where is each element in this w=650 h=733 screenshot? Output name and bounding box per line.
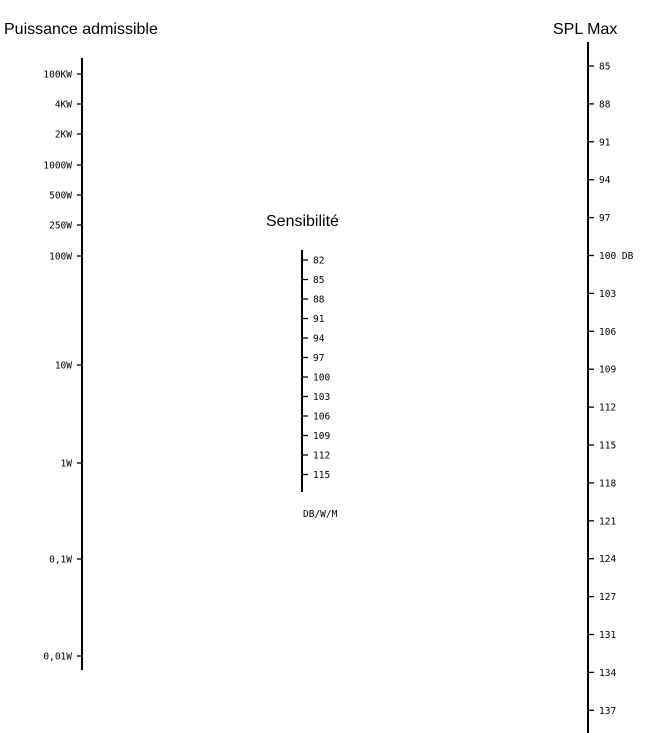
left-scale-tick-label: 250W [49, 220, 72, 232]
right-scale-tick-label: 134 [599, 667, 617, 679]
left-scale-tick-label: 100KW [43, 69, 72, 81]
right-scale-tick-label: 103 [599, 288, 617, 300]
right-scale-tick-label: 106 [599, 326, 617, 338]
center-scale-tick-label: 82 [313, 255, 325, 267]
center-scale-ticks [302, 256, 330, 482]
left-scale-tick-label: 100W [49, 251, 72, 263]
left-scale-tick-label: 0,01W [43, 651, 72, 663]
right-scale-tick-label: 91 [599, 137, 611, 149]
right-scale-title: SPL Max [553, 21, 618, 38]
left-scale-tick-label: 0,1W [49, 554, 72, 566]
left-scale-title: Puissance admissible [4, 21, 158, 38]
right-scale-tick-label: 118 [599, 478, 617, 490]
right-scale-tick-label: 127 [599, 592, 617, 604]
left-scale-tick-label: 10W [54, 360, 72, 372]
center-scale-tick-label: 100 [313, 372, 331, 384]
left-scale-tick-label: 500W [49, 190, 72, 202]
left-scale-tick-label: 2KW [54, 129, 72, 141]
center-scale-tick-label: 115 [313, 470, 331, 481]
right-scale-tick-label: 109 [599, 364, 617, 376]
right-scale-tick-label: 137 [599, 705, 617, 717]
center-scale-tick-label: 112 [313, 450, 331, 462]
right-scale-ticks [588, 62, 634, 717]
right-scale-tick-label: 85 [599, 61, 611, 73]
right-scale-tick-label: 124 [599, 554, 617, 566]
center-scale-tick-label: 85 [313, 275, 325, 286]
right-scale-tick-label: 131 [599, 630, 617, 641]
right-scale-tick-label: 112 [599, 402, 617, 414]
center-scale-tick-label: 109 [313, 431, 331, 442]
left-scale-ticks [43, 70, 82, 663]
center-scale-title: Sensibilité [266, 213, 339, 230]
left-scale-tick-label: 1W [60, 458, 72, 470]
center-scale-tick-label: 94 [313, 333, 325, 345]
center-scale-tick-label: 97 [313, 353, 325, 364]
left-scale-tick-label: 1000W [43, 160, 72, 172]
center-scale-tick-label: 106 [313, 411, 331, 423]
center-scale-tick-label: 91 [313, 314, 325, 325]
center-scale-tick-label: 88 [313, 294, 325, 306]
center-scale-tick-label: 103 [313, 392, 331, 403]
right-scale-tick-label: 88 [599, 99, 611, 111]
center-scale-unit: DB/W/M [303, 509, 338, 520]
right-scale-tick-label: 100 DB [599, 251, 634, 262]
right-scale-tick-label: 121 [599, 516, 617, 528]
left-scale-tick-label: 4KW [54, 99, 72, 111]
right-scale-tick-label: 94 [599, 175, 611, 187]
right-scale-tick-label: 97 [599, 213, 611, 225]
right-scale-tick-label: 115 [599, 440, 617, 452]
